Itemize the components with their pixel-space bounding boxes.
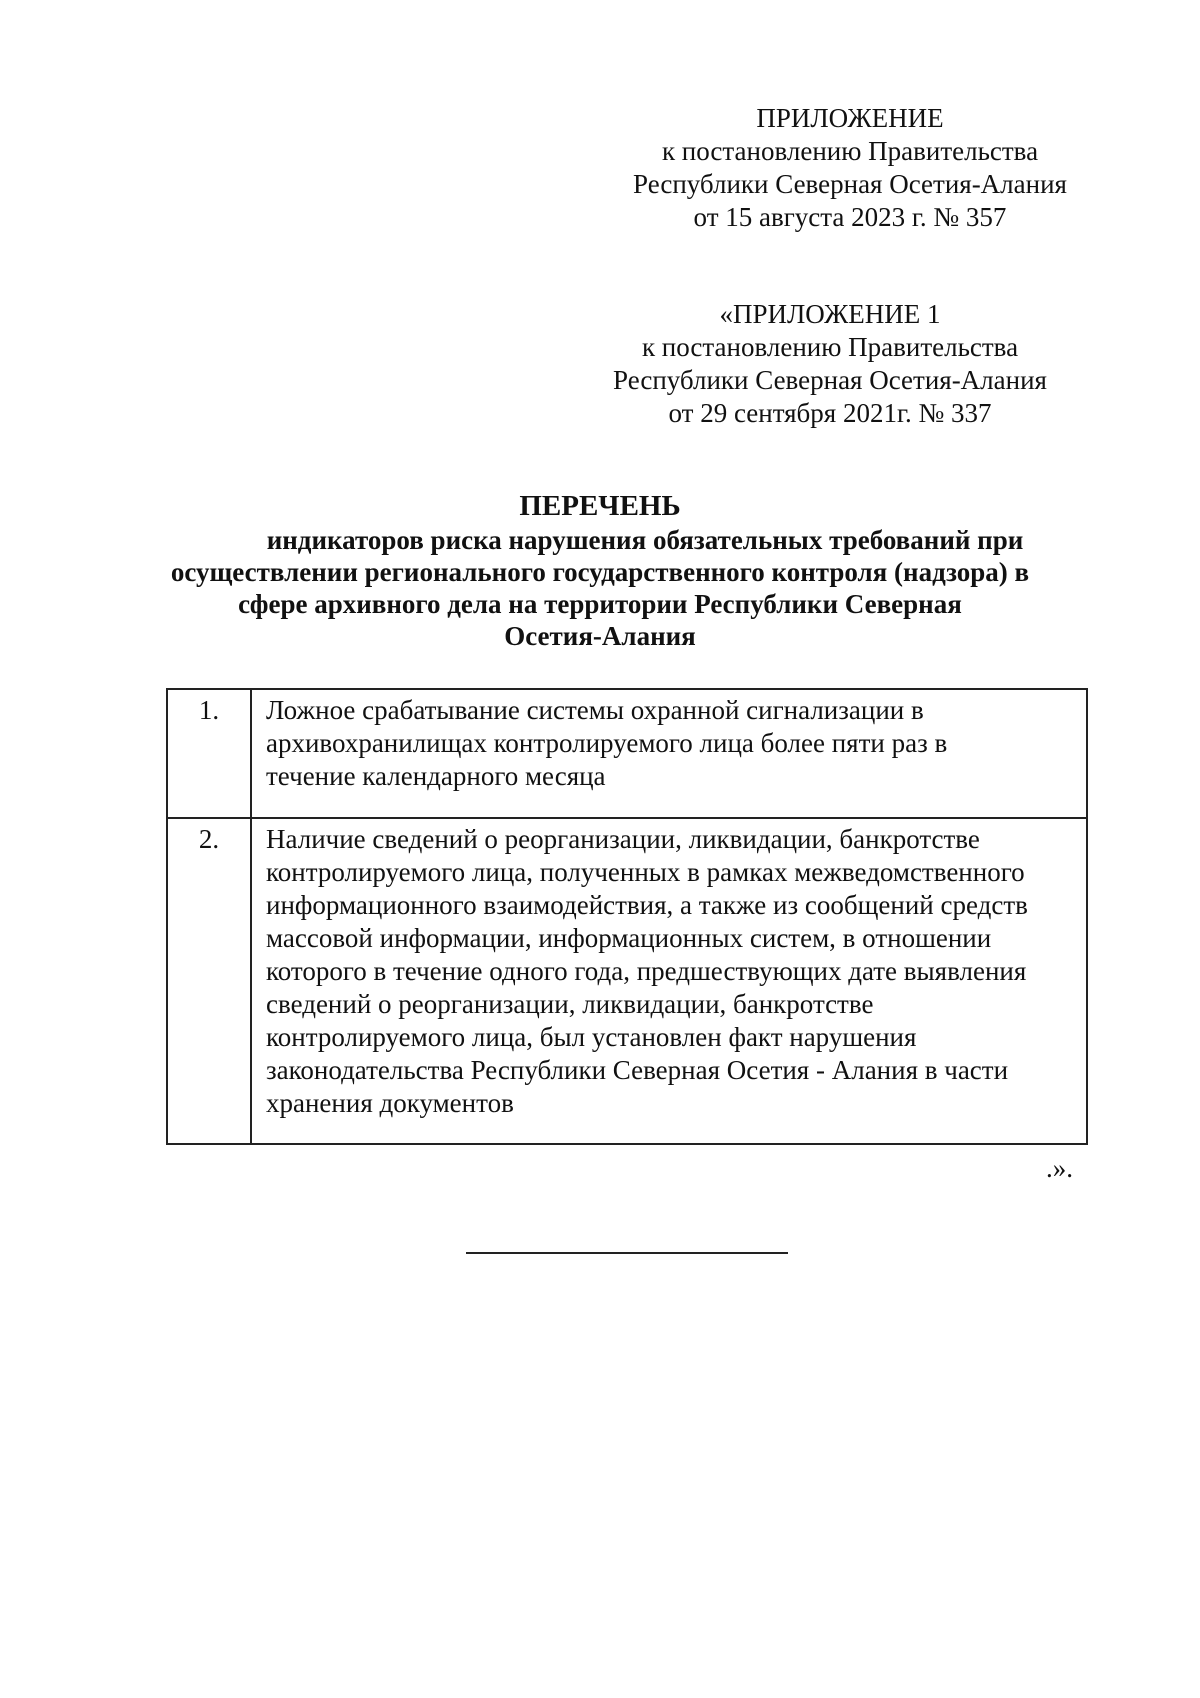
row-text-line: контролируемого лица, полученных в рамках межведомственного [266, 857, 1025, 887]
appendix-1-line-2: Республики Северная Осетия-Алания [613, 365, 1047, 395]
row-text-line: течение календарного месяца [266, 761, 606, 791]
row-text [251, 689, 1087, 818]
row-text [251, 818, 1087, 1144]
row-text-line: хранения документов [266, 1088, 514, 1118]
appendix-title: ПРИЛОЖЕНИЕ [756, 103, 944, 133]
closing-quote-mark: .». [1046, 1153, 1073, 1183]
appendix-line-3: от 15 августа 2023 г. № 357 [693, 202, 1007, 232]
row-text-line: Наличие сведений о реорганизации, ликвидации, банкротстве [266, 824, 980, 854]
row-text-line: которого в течение одного года, предшествующих дате выявления [266, 956, 1027, 986]
list-heading-line-2: осуществлении регионального государственного контроля (надзора) в [170, 557, 1030, 587]
separator-line [466, 1252, 788, 1254]
row-text-line: законодательства Республики Северная Осетия - Алания в части [266, 1055, 1009, 1085]
row-text-line: массовой информации, информационных систем, в отношении [266, 923, 992, 953]
appendix-line-2: Республики Северная Осетия-Алания [633, 169, 1067, 199]
risk-indicators-table [166, 688, 1088, 1145]
row-text-line: сведений о реорганизации, ликвидации, банкротстве [266, 989, 874, 1019]
list-title: ПЕРЕЧЕНЬ [519, 490, 681, 522]
appendix-header [610, 102, 1090, 234]
row-text-line: Ложное срабатывание системы охранной сигнализации в [266, 695, 924, 725]
row-number: 2. [167, 818, 251, 1144]
appendix-1-title: «ПРИЛОЖЕНИЕ 1 [719, 299, 941, 329]
list-heading-line-4: Осетия-Алания [504, 621, 696, 651]
list-heading-line-1: индикаторов риска нарушения обязательных требований при [266, 525, 1024, 555]
table-row [167, 818, 1087, 1144]
list-heading-line-3: сфере архивного дела на территории Республики Северная [238, 589, 962, 619]
row-text-line: архивохранилищах контролируемого лица более пяти раз в [266, 728, 948, 758]
appendix-1-line-3: от 29 сентября 2021г. № 337 [668, 398, 992, 428]
row-text-line: контролируемого лица, был установлен факт нарушения [266, 1022, 917, 1052]
appendix-line-1: к постановлению Правительства [661, 136, 1039, 166]
row-text-line: информационного взаимодействия, а также из сообщений средств [266, 890, 1028, 920]
appendix-1-header [590, 298, 1070, 430]
row-number: 1. [167, 689, 251, 818]
appendix-1-line-1: к постановлению Правительства [641, 332, 1019, 362]
table-row [167, 689, 1087, 818]
list-heading [150, 490, 1050, 652]
